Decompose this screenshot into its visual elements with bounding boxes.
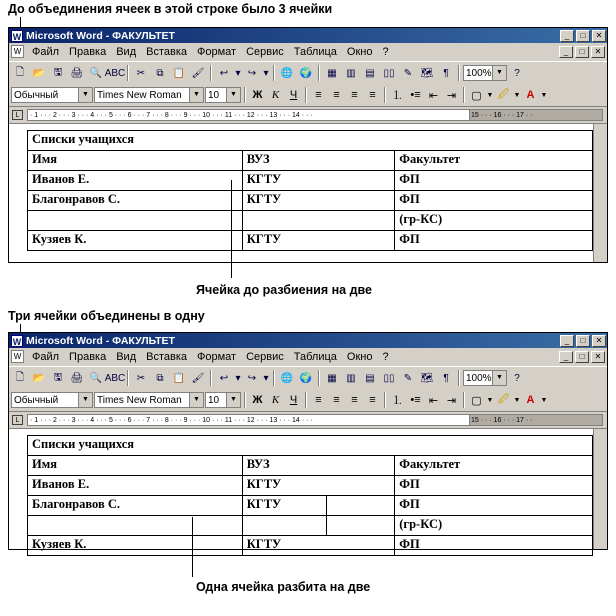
print-preview-icon[interactable]: 🔍 xyxy=(89,372,103,384)
word-app-icon: W xyxy=(12,336,22,347)
chevron-down-icon[interactable]: ▼ xyxy=(492,371,506,385)
open-folder-icon[interactable]: 📂 xyxy=(32,372,46,384)
print-icon[interactable]: 🖨 xyxy=(70,372,84,384)
redo-dropdown-icon[interactable]: ▾ xyxy=(263,372,269,384)
menu-edit[interactable]: Правка xyxy=(69,45,107,58)
ruler-scale: · 1 · · · 2 · · · 3 · · · 4 · · · 5 · · · 6 · · · 7 · · · 8 · · · 9 · · · 10 · · · 11 · · · 12 · · · 13 · · · 14 · · · xyxy=(27,414,603,426)
format-separator-4 xyxy=(463,392,465,408)
align-center-icon[interactable]: ≡ xyxy=(333,89,340,101)
cell-university[interactable]: КГТУ xyxy=(242,476,395,496)
close-button[interactable]: ✕ xyxy=(592,335,606,347)
decrease-indent-icon[interactable]: ⇤ xyxy=(428,89,439,102)
print-preview-icon[interactable]: 🔍 xyxy=(89,67,103,79)
table-doc1[interactable] xyxy=(27,130,593,251)
menu-view[interactable]: Вид xyxy=(116,350,137,363)
cell-university-split-left-empty[interactable] xyxy=(242,516,327,536)
standard-toolbar-1 xyxy=(9,61,607,84)
chevron-down-icon[interactable]: ▼ xyxy=(78,88,92,102)
cell-university[interactable]: КГТУ xyxy=(242,171,395,191)
increase-indent-icon[interactable]: ⇥ xyxy=(446,89,457,102)
redo-icon[interactable]: ↪ xyxy=(247,372,257,384)
cell-faculty[interactable]: ФП xyxy=(395,476,593,496)
format-painter-icon[interactable]: 🖌 xyxy=(191,372,205,384)
vertical-scrollbar-1[interactable] xyxy=(593,124,607,262)
titlebar-1 xyxy=(9,28,607,43)
word-app-icon: W xyxy=(12,31,22,42)
document-body-1[interactable] xyxy=(27,130,593,256)
menu-table[interactable]: Таблица xyxy=(293,350,337,363)
insert-excel-icon[interactable]: ▤ xyxy=(365,372,375,384)
cell-university-split-right[interactable] xyxy=(327,496,395,516)
doc-restore-button[interactable]: □ xyxy=(575,46,589,58)
columns-icon[interactable]: ▯▯ xyxy=(383,372,395,384)
cut-icon[interactable]: ✂ xyxy=(136,372,146,384)
new-document-icon[interactable]: 🗋 xyxy=(15,66,25,78)
word-window-1 xyxy=(8,27,608,263)
chevron-down-icon[interactable]: ▼ xyxy=(486,396,494,404)
format-painter-icon[interactable]: 🖌 xyxy=(191,67,205,79)
borders-icon[interactable]: ▢ xyxy=(471,89,482,102)
underline-button[interactable]: Ч xyxy=(289,89,298,101)
table-row[interactable] xyxy=(28,231,593,251)
save-icon[interactable]: 🖫 xyxy=(53,371,63,383)
annotation-bottom-caption: Одна ячейка разбита на две xyxy=(196,580,371,594)
menu-tools[interactable]: Сервис xyxy=(246,350,284,363)
standard-toolbar-2 xyxy=(9,366,607,389)
toolbar-separator-2 xyxy=(210,370,212,386)
document-window-buttons-2 xyxy=(559,351,607,363)
chevron-down-icon[interactable]: ▼ xyxy=(189,88,203,102)
menu-insert[interactable]: Вставка xyxy=(146,45,188,58)
maximize-button[interactable]: □ xyxy=(576,30,590,42)
cell-name[interactable]: Благонравов С. xyxy=(28,191,243,211)
caption-cell-merged[interactable]: Списки учащихся xyxy=(28,436,593,456)
insert-excel-icon[interactable]: ▤ xyxy=(365,67,375,79)
spellcheck-icon[interactable]: ABC xyxy=(104,372,126,384)
table-row[interactable] xyxy=(28,211,593,231)
redo-icon[interactable]: ↪ xyxy=(247,67,257,79)
menu-tools[interactable]: Сервис xyxy=(246,45,284,58)
style-combo[interactable] xyxy=(11,87,93,103)
menu-insert[interactable]: Вставка xyxy=(146,350,188,363)
chevron-down-icon[interactable]: ▼ xyxy=(226,393,240,407)
tables-borders-icon[interactable]: ▦ xyxy=(327,67,337,79)
chevron-down-icon[interactable]: ▼ xyxy=(226,88,240,102)
doc-close-button[interactable]: ✕ xyxy=(591,351,605,363)
vertical-scrollbar-2[interactable] xyxy=(593,429,607,549)
undo-icon[interactable]: ↩ xyxy=(219,67,229,79)
chevron-down-icon[interactable]: ▼ xyxy=(492,66,506,80)
undo-icon[interactable]: ↩ xyxy=(219,372,229,384)
header-cell-name[interactable]: Имя xyxy=(28,151,243,171)
cell-faculty[interactable]: ФП xyxy=(395,231,593,251)
show-formatting-icon[interactable]: ¶ xyxy=(443,67,449,79)
window-buttons-2 xyxy=(560,335,606,347)
numbered-list-icon[interactable]: ⒈ xyxy=(392,90,403,102)
header-cell-university[interactable]: ВУЗ xyxy=(242,456,395,476)
font-size-combo[interactable] xyxy=(205,392,241,408)
zoom-value: 100% xyxy=(466,67,492,79)
cell-faculty[interactable]: ФП xyxy=(395,191,593,211)
annotation-top: До объединения ячеек в этой строке было 3 ячейки xyxy=(8,2,333,16)
format-separator-1 xyxy=(244,87,246,103)
table-doc2[interactable] xyxy=(27,435,593,556)
cell-name-empty[interactable] xyxy=(28,211,243,231)
cell-name[interactable]: Кузяев К. xyxy=(28,536,243,556)
style-combo[interactable] xyxy=(11,392,93,408)
table-row[interactable] xyxy=(28,536,593,556)
bulleted-list-icon[interactable]: •≡ xyxy=(410,394,421,406)
italic-button[interactable]: К xyxy=(271,89,280,101)
insert-table-icon[interactable]: ▥ xyxy=(346,67,356,79)
table-row[interactable] xyxy=(28,191,593,211)
table-row[interactable] xyxy=(28,476,593,496)
table-row[interactable] xyxy=(28,456,593,476)
zoom-value: 100% xyxy=(466,372,492,384)
toolbar-separator-1 xyxy=(127,370,129,386)
ruler-scale: · 1 · · · 2 · · · 3 · · · 4 · · · 5 · · · 6 · · · 7 · · · 8 · · · 9 · · · 10 · · · 11 · · · 12 · · · 13 · · · 14 · · · xyxy=(27,109,603,121)
cut-icon[interactable]: ✂ xyxy=(136,67,146,79)
tables-borders-icon[interactable]: ▦ xyxy=(327,372,337,384)
word-window-2 xyxy=(8,332,608,550)
font-combo[interactable] xyxy=(94,87,204,103)
toolbar-separator-5 xyxy=(458,370,460,386)
menu-window[interactable]: Окно xyxy=(346,45,373,58)
align-left-icon[interactable]: ≡ xyxy=(315,89,322,101)
tab-stop-selector[interactable]: L xyxy=(12,110,23,120)
bulleted-list-icon[interactable]: •≡ xyxy=(410,89,421,101)
align-justify-icon[interactable]: ≡ xyxy=(369,394,376,406)
font-combo[interactable] xyxy=(94,392,204,408)
table-row[interactable] xyxy=(28,151,593,171)
menu-format[interactable]: Формат xyxy=(197,45,237,58)
toolbar-separator-4 xyxy=(318,370,320,386)
decrease-indent-icon[interactable]: ⇤ xyxy=(428,394,439,407)
ruler-2[interactable] xyxy=(9,411,607,428)
format-separator-2 xyxy=(305,392,307,408)
table-row[interactable] xyxy=(28,496,593,516)
cell-name[interactable]: Иванов Е. xyxy=(28,476,243,496)
doc-restore-button[interactable]: □ xyxy=(575,351,589,363)
cell-university-split-left[interactable]: КГТУ xyxy=(242,496,327,516)
document-page-2[interactable] xyxy=(9,428,607,549)
header-cell-faculty[interactable]: Факультет xyxy=(395,456,593,476)
chevron-down-icon[interactable]: ▼ xyxy=(513,396,521,404)
doc-minimize-button[interactable]: _ xyxy=(559,46,573,58)
cell-university-empty[interactable] xyxy=(242,211,395,231)
style-value: Обычный xyxy=(14,89,59,101)
borders-icon[interactable]: ▢ xyxy=(471,394,482,407)
table-row[interactable] xyxy=(28,131,593,151)
hyperlink-icon[interactable]: 🌐 xyxy=(280,372,294,384)
font-color-icon[interactable]: A xyxy=(526,394,535,406)
chevron-down-icon[interactable]: ▼ xyxy=(189,393,203,407)
window-title: Microsoft Word - ФАКУЛЬТЕТ xyxy=(26,29,175,42)
document-icon: W xyxy=(11,350,24,363)
middle-callout-leader xyxy=(231,180,232,278)
redo-dropdown-icon[interactable]: ▾ xyxy=(263,67,269,79)
spellcheck-icon[interactable]: ABC xyxy=(104,67,126,79)
close-button[interactable]: ✕ xyxy=(592,30,606,42)
format-separator-3 xyxy=(384,87,386,103)
formatting-toolbar-2 xyxy=(9,389,607,411)
style-value: Обычный xyxy=(14,394,59,406)
chevron-down-icon[interactable]: ▼ xyxy=(513,91,521,99)
maximize-button[interactable]: □ xyxy=(576,335,590,347)
toolbar-separator-2 xyxy=(210,65,212,81)
document-window-buttons-1 xyxy=(559,46,607,58)
font-size-value: 10 xyxy=(208,394,220,406)
table-row[interactable] xyxy=(28,171,593,191)
cell-faculty[interactable]: ФП xyxy=(395,171,593,191)
toolbar-separator-3 xyxy=(273,370,275,386)
document-icon: W xyxy=(11,45,24,58)
header-cell-university[interactable]: ВУЗ xyxy=(242,151,395,171)
cell-university[interactable]: КГТУ xyxy=(242,191,395,211)
menu-file[interactable]: Файл xyxy=(32,45,60,58)
table-row[interactable] xyxy=(28,516,593,536)
format-separator-3 xyxy=(384,392,386,408)
cell-university[interactable]: КГТУ xyxy=(242,536,395,556)
font-size-combo[interactable] xyxy=(205,87,241,103)
doc-minimize-button[interactable]: _ xyxy=(559,351,573,363)
caption-cell[interactable]: Списки учащихся xyxy=(28,131,593,151)
cell-name[interactable]: Иванов Е. xyxy=(28,171,243,191)
cell-faculty[interactable]: ФП xyxy=(395,496,593,516)
align-right-icon[interactable]: ≡ xyxy=(351,394,358,406)
drawing-icon[interactable]: ✎ xyxy=(403,67,413,79)
help-icon[interactable]: ? xyxy=(514,67,520,79)
chevron-down-icon[interactable]: ▼ xyxy=(540,396,548,404)
document-map-icon[interactable]: 🗺 xyxy=(420,372,434,384)
formatting-toolbar-1 xyxy=(9,84,607,106)
font-color-icon[interactable]: A xyxy=(526,89,535,101)
chevron-down-icon[interactable]: ▼ xyxy=(486,91,494,99)
document-body-2[interactable] xyxy=(27,435,593,551)
format-separator-4 xyxy=(463,87,465,103)
numbered-list-icon[interactable]: ⒈ xyxy=(392,395,403,407)
minimize-button[interactable]: _ xyxy=(560,30,574,42)
header-cell-faculty[interactable]: Факультет xyxy=(395,151,593,171)
menu-table[interactable]: Таблица xyxy=(293,45,337,58)
print-icon[interactable]: 🖨 xyxy=(70,67,84,79)
format-separator-2 xyxy=(305,87,307,103)
toolbar-separator-3 xyxy=(273,65,275,81)
save-icon[interactable]: 🖫 xyxy=(53,66,63,78)
paste-icon[interactable]: 📋 xyxy=(172,372,186,384)
italic-button[interactable]: К xyxy=(271,394,280,406)
align-right-icon[interactable]: ≡ xyxy=(351,89,358,101)
hyperlink-icon[interactable]: 🌐 xyxy=(280,67,294,79)
bold-button[interactable]: Ж xyxy=(252,394,263,406)
zoom-combo[interactable] xyxy=(463,370,507,386)
show-formatting-icon[interactable]: ¶ xyxy=(443,372,449,384)
underline-button[interactable]: Ч xyxy=(289,394,298,406)
web-toolbar-icon[interactable]: 🌍 xyxy=(299,372,313,384)
toolbar-separator-5 xyxy=(458,65,460,81)
cell-faculty-group[interactable]: (гр-КС) xyxy=(395,211,593,231)
menu-help[interactable]: ? xyxy=(382,350,389,363)
drawing-icon[interactable]: ✎ xyxy=(403,372,413,384)
cell-name-empty[interactable] xyxy=(28,516,243,536)
window-title: Microsoft Word - ФАКУЛЬТЕТ xyxy=(26,334,175,347)
format-separator-1 xyxy=(244,392,246,408)
align-center-icon[interactable]: ≡ xyxy=(333,394,340,406)
copy-icon[interactable]: ⧉ xyxy=(156,67,164,79)
ruler-margin-right: 15 · · · 16 · · · 17 · · xyxy=(469,109,603,121)
toolbar-separator-1 xyxy=(127,65,129,81)
help-icon[interactable]: ? xyxy=(514,372,520,384)
document-page-1[interactable] xyxy=(9,123,607,262)
cell-name[interactable]: Кузяев К. xyxy=(28,231,243,251)
menu-file[interactable]: Файл xyxy=(32,350,60,363)
cell-faculty[interactable]: ФП xyxy=(395,536,593,556)
chevron-down-icon[interactable]: ▼ xyxy=(78,393,92,407)
bottom-callout-leader xyxy=(192,517,193,577)
align-justify-icon[interactable]: ≡ xyxy=(369,89,376,101)
ruler-margin-right: 15 · · · 16 · · · 17 · · xyxy=(469,414,603,426)
copy-icon[interactable]: ⧉ xyxy=(156,372,164,384)
columns-icon[interactable]: ▯▯ xyxy=(383,67,395,79)
new-document-icon[interactable]: 🗋 xyxy=(15,371,25,383)
chevron-down-icon[interactable]: ▼ xyxy=(540,91,548,99)
cell-university-split-right-empty[interactable] xyxy=(327,516,395,536)
web-toolbar-icon[interactable]: 🌍 xyxy=(299,67,313,79)
menubar-1 xyxy=(9,43,607,61)
header-cell-name[interactable]: Имя xyxy=(28,456,243,476)
bold-button[interactable]: Ж xyxy=(252,89,263,101)
document-map-icon[interactable]: 🗺 xyxy=(420,67,434,79)
font-size-value: 10 xyxy=(208,89,220,101)
menu-format[interactable]: Формат xyxy=(197,350,237,363)
undo-dropdown-icon[interactable]: ▾ xyxy=(235,372,241,384)
cell-name[interactable]: Благонравов С. xyxy=(28,496,243,516)
menu-view[interactable]: Вид xyxy=(116,45,137,58)
open-folder-icon[interactable]: 📂 xyxy=(32,67,46,79)
font-value: Times New Roman xyxy=(97,89,182,101)
table-row[interactable] xyxy=(28,436,593,456)
menu-help[interactable]: ? xyxy=(382,45,389,58)
cell-university[interactable]: КГТУ xyxy=(242,231,395,251)
increase-indent-icon[interactable]: ⇥ xyxy=(446,394,457,407)
toolbar-separator-4 xyxy=(318,65,320,81)
cell-faculty-group[interactable]: (гр-КС) xyxy=(395,516,593,536)
titlebar-2 xyxy=(9,333,607,348)
paste-icon[interactable]: 📋 xyxy=(172,67,186,79)
annotation-second-title: Три ячейки объединены в одну xyxy=(8,309,205,323)
ruler-1[interactable] xyxy=(9,106,607,123)
align-left-icon[interactable]: ≡ xyxy=(315,394,322,406)
insert-table-icon[interactable]: ▥ xyxy=(346,372,356,384)
menu-window[interactable]: Окно xyxy=(346,350,373,363)
highlight-icon[interactable]: 🖉 xyxy=(497,393,510,406)
tab-stop-selector[interactable]: L xyxy=(12,415,23,425)
doc-close-button[interactable]: ✕ xyxy=(591,46,605,58)
zoom-combo[interactable] xyxy=(463,65,507,81)
highlight-icon[interactable]: 🖉 xyxy=(497,88,510,101)
menubar-2 xyxy=(9,348,607,366)
menu-edit[interactable]: Правка xyxy=(69,350,107,363)
font-value: Times New Roman xyxy=(97,394,182,406)
minimize-button[interactable]: _ xyxy=(560,335,574,347)
undo-dropdown-icon[interactable]: ▾ xyxy=(235,67,241,79)
window-buttons-1 xyxy=(560,30,606,42)
annotation-middle-caption: Ячейка до разбиения на две xyxy=(196,283,372,297)
